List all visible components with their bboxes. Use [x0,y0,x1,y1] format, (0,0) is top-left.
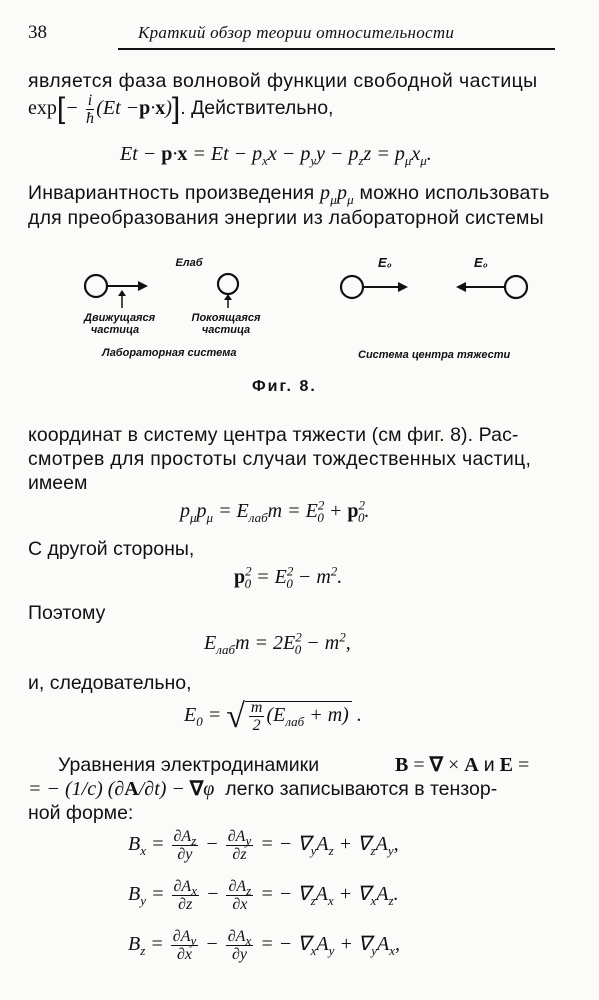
cm-particle-right [505,276,527,298]
p3-line2: смотрев для простоты случаи тождественных частиц, [28,448,532,470]
label-e0-left: E₀ [378,255,392,270]
p2-line1: Инвариантность произведения $p_\mu p_\mu$ можно использовать [28,182,550,207]
p4-text: С другой стороны, [28,538,195,560]
equation-5: $E_0$ = √ $\frac{m}{2}$ $(E_{лаб} + m)$ . [184,698,362,735]
equation-by: $B_y$ = $\frac{\partial A_x}{\partial z}$ − $\frac{\partial A_z}{\partial x}$ = − $\nabla_zA_x + \nabla_xA_z$. [128,878,399,913]
p1-exp-tail: . Действительно, [180,97,334,120]
p2-line2: для преобразования энергии из лабораторной системы [28,207,544,229]
page-number: 38 [28,22,47,43]
p5-text: Поэтому [28,602,106,624]
header-rule [118,48,555,50]
equation-2: $p_\mu p_\mu = E_{лаб}m = E^2_0 + p^2_0$. [180,497,370,525]
figure-caption: Фиг. 8. [252,378,317,395]
resting-particle-label: Покоящаяся частица [191,312,261,336]
p7-line1-a: Уравнения электродинамики [58,754,320,776]
equation-4: $E_{лаб}m = 2E^2_0 - m^2$, [204,629,351,657]
p7-line1-eq: B = ∇ × A и E = [395,754,530,776]
moving-particle-label: Движущаяся частица [84,312,156,336]
cm-system-label: Система центра тяжести [358,349,511,361]
equation-bz: $B_z$ = $\frac{\partial A_y}{\partial x}$ − $\frac{\partial A_x}{\partial y}$ = − $\nabla_xA_y + \nabla_yA_x$, [128,928,401,963]
p3-line3: имеем [28,472,88,494]
running-title: Краткий обзор теории относительности [138,23,455,42]
p1-line1: является фаза волновой функции свободной частицы [28,70,538,92]
p1-line2: exp[− $\frac{i}{ħ}$ (Et −p·x)]. Действительно, [28,92,334,127]
resting-particle-circle [218,274,238,294]
equation-3: $p^2_0 = E^2_0 - m^2$. [234,563,343,591]
equation-bx: $B_x$ = $\frac{\partial A_z}{\partial y}$ − $\frac{\partial A_y}{\partial z}$ = − $\nabla_yA_z + \nabla_zA_y$, [128,828,399,863]
label-e0-right: E₀ [474,255,488,270]
p3-line1: координат в систему центра тяжести (см фиг. 8). Рас- [28,424,519,446]
lab-system-label: Лабораторная система [102,347,237,359]
p7-line2-tail: легко записываются в тензор- [225,778,498,800]
moving-particle-circle [85,275,107,297]
p7-and: и [483,754,495,776]
cm-particle-left [341,276,363,298]
p6-text: и, следовательно, [28,672,192,694]
equation-1: $Et - p\cdot x = Et - p_xx - p_yy - p_zz = p_\mu x_\mu$. [120,143,432,168]
p7-line3: ной форме: [28,802,134,824]
p7-line2: = − (1/c) (∂A/∂t) − ∇φ легко записываются в тензор- [28,778,498,800]
label-e-lab: Eлаб [175,257,203,269]
